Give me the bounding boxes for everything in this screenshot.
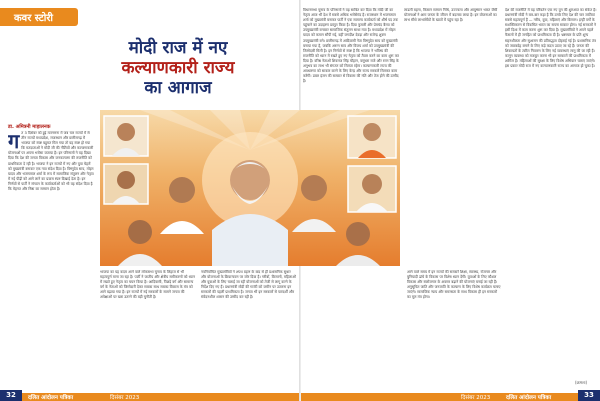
page-number-left: 32	[0, 390, 22, 401]
section-label: कवर स्टोरी	[14, 13, 54, 24]
lead-column	[8, 131, 94, 389]
body-column-right-top-2: लाडली बहना, किसान सम्मान निधि, उज्ज्वला और आयुष्मान भारत जैसी योजनाओं ने आम जनता के जीवन में बदलाव लाया है। इन योजनाओं का लाभ सीधे लाभार्थियों के खातों में पहुंच रहा है।	[404, 8, 498, 23]
portrait-right-bottom	[348, 166, 396, 212]
byline: डा. अमित्रनी माहालनक	[8, 124, 51, 130]
collage-illustration	[100, 110, 400, 266]
portrait-center-leader	[202, 132, 298, 266]
continued-marker: (क्रमशः)	[575, 380, 588, 385]
portrait-right-inner	[292, 175, 336, 232]
body-column-bottom-2: नवनिर्वाचित मुख्यमंत्रियों ने शपथ ग्रहण के बाद से ही प्रशासनिक सुधार और योजनाओं के क्रियान्वयन पर जोर दिया है। गरीबों, किसानों, महिलाओं और युवाओं के लिए चलाई जा रही योजनाओं को तेजी से लागू करने के निर्देश दिए गए हैं। प्रधानमंत्री मोदी की गारंटी को जमीन पर उतारना इन सरकारों की पहली प्राथमिकता है। जनता भी इन सरकारों से पारदर्शी और संवेदनशील शासन की उम्मीद कर रही है।	[201, 270, 296, 300]
folio-left	[0, 389, 299, 401]
magazine-name-left: दलित आंदोलन पत्रिका	[28, 394, 74, 401]
headline-line-1: मोदी राज में नए	[128, 38, 228, 58]
portrait-bottom-right	[336, 222, 380, 266]
section-tab	[0, 8, 78, 26]
page-number-right: 33	[578, 390, 600, 401]
drop-cap: ग	[8, 131, 20, 153]
body-column-right-outer: देश की राजनीति में यह परिवर्तन एक नए युग की शुरुआत का संकेत है। प्रधानमंत्री मोदी ने बार-बार कहा है कि उनके लिए देश की चार जातियां सबसे महत्वपूर्ण हैं — गरीब, युवा, महिलाएं और किसान। इन्हीं वर्गों के सशक्तिकरण से विकसित भारत का सपना साकार होगा। नई सरकारों ने इसी दिशा में काम करना शुरू कर दिया है। मुख्यमंत्रियों ने अपने पहले फैसलों में ही जनहित को प्राथमिकता दी है। भ्रष्टाचार के प्रति शून्य सहनशीलता और सुशासन की प्रतिबद्धता दोहराई गई है। प्रशासनिक तंत्र को जवाबदेह बनाने के लिए कड़े कदम उठाए जा रहे हैं। जनता की शिकायतों के त्वरित निवारण के लिए नई व्यवस्थाएं लागू की जा रही हैं। कानून व्यवस्था को मजबूत करना भी इन सरकारों की प्राथमिकता में शामिल है। महिलाओं की सुरक्षा के लिए विशेष अभियान चलाए जाएंगे। इस प्रकार मोदी राज में नए कल्याणकारी राज्य का आगाज हो चुका है।	[505, 8, 597, 69]
headline-line-2: कल्याणकारी राज्य	[121, 58, 235, 78]
leaders-photo-collage	[100, 110, 400, 266]
headline-line-3: का आगाज	[144, 78, 212, 98]
portrait-left-inner	[160, 177, 204, 234]
portrait-bottom-left	[118, 220, 162, 266]
folio-right-bar	[301, 393, 600, 401]
lead-text: त 3 दिसंबर को हुई मतगणना में जब चार राज्यों में से तीन राज्यों मध्यप्रदेश, राजस्थान और छत्तीसगढ़ में भाजपा को स्पष्ट बहुमत मिल गया तो यह स्पष्ट हो गया कि मतदाताओं ने मोदी जी की नीतियों और कल्याणकारी योजनाओं पर अपना भरोसा जताया है। इन परिणामों ने यह दिखा दिया कि देश की जनता विकास और जनकल्याण की राजनीति को प्राथमिकता दे रही है। भाजपा ने इन राज्यों में नए और युवा चेहरों को मुख्यमंत्री बनाकर एक नया संदेश दिया है। विष्णुदेव साय, मोहन यादव और भजनलाल शर्मा के रूप में सामाजिक संतुलन और नेतृत्व में नई पीढ़ी को आगे लाने का प्रयास स्पष्ट दिखाई देता है। इन निर्णयों से पार्टी ने संगठन के कार्यकर्ताओं को भी यह संदेश दिया है कि मेहनत और निष्ठा का सम्मान होता है।	[8, 131, 94, 192]
body-column-right-top-1: विधानसभा चुनाव के परिणामों ने यह साबित कर दिया कि मोदी जी का नेतृत्व आज भी देश में सबसे अधिक भरोसेमंद है। राजस्थान में भजनलाल शर्मा को मुख्यमंत्री बनाकर पार्टी ने एक सामान्य कार्यकर्ता को शीर्ष पद तक पहुंचाने का उदाहरण प्रस्तुत किया है। दिया कुमारी और प्रेमचंद बैरवा को उपमुख्यमंत्री बनाकर सामाजिक संतुलन साधा गया है। मध्यप्रदेश में मोहन यादव को कमान सौंपी गई, वहीं जगदीश देवड़ा और राजेन्द्र शुक्ल उपमुख्यमंत्री बने। छत्तीसगढ़ में आदिवासी नेता विष्णुदेव साय को मुख्यमंत्री बनाया गया है, जबकि अरुण साव और विजय शर्मा को उपमुख्यमंत्री की जिम्मेदारी मिली है। इन निर्णयों से स्पष्ट है कि भाजपा ने भविष्य की राजनीति को ध्यान में रखते हुए नए नेतृत्व को तैयार करने का काम शुरू कर दिया है। वरिष्ठ नेताओं शिवराज सिंह चौहान, वसुंधरा राजे और रमन सिंह के अनुभव का लाभ भी संगठन को मिलता रहेगा। कल्याणकारी राज्य की अवधारणा को साकार करने के लिए केन्द्र और राज्य सरकारें मिलकर काम करेंगी। डबल इंजन की सरकार से विकास की गति और तेज होने की उम्मीद है।	[303, 8, 399, 84]
body-column-bottom-1: भाजपा का यह कदम आने वाले लोकसभा चुनाव के लिहाज से भी महत्वपूर्ण माना जा रहा है। पार्टी ने जातीय और क्षेत्रीय समीकरणों को ध्यान में रखते हुए नेतृत्व का चयन किया है। आदिवासी, पिछड़े वर्ग और सामान्य वर्ग के नेताओं को जिम्मेदारी देकर सबका साथ सबका विकास के मंत्र को आगे बढ़ाया गया है। इन राज्यों में नई सरकारों के सामने जनता की अपेक्षाओं पर खरा उतरने की बड़ी चुनौती है।	[100, 270, 195, 300]
portrait-right-top	[348, 116, 396, 158]
folio-right	[301, 389, 600, 401]
body-column-right-bottom: आने वाले समय में इन राज्यों की सरकारें शिक्षा, स्वास्थ्य, रोजगार और बुनियादी ढांचे के विकास पर विशेष ध्यान देंगी। युवाओं के लिए कौशल विकास और स्वरोजगार के अवसर बढ़ाने की योजनाएं बनाई जा रही हैं। अनुसूचित जाति और जनजाति के कल्याण के लिए विशेष कार्यक्रम चलाए जाएंगे। सामाजिक न्याय और समरसता के साथ विकास ही इन सरकारों का मूल मंत्र होगा।	[407, 270, 501, 300]
issue-date-left: दिसंबर 2023	[110, 394, 140, 401]
headline	[58, 38, 298, 98]
portrait-mid-left	[104, 164, 148, 204]
magazine-name-right: दलित आंदोलन पत्रिका	[506, 394, 552, 401]
issue-date-right: दिसंबर 2023	[461, 394, 491, 401]
portrait-top-left	[104, 116, 148, 156]
